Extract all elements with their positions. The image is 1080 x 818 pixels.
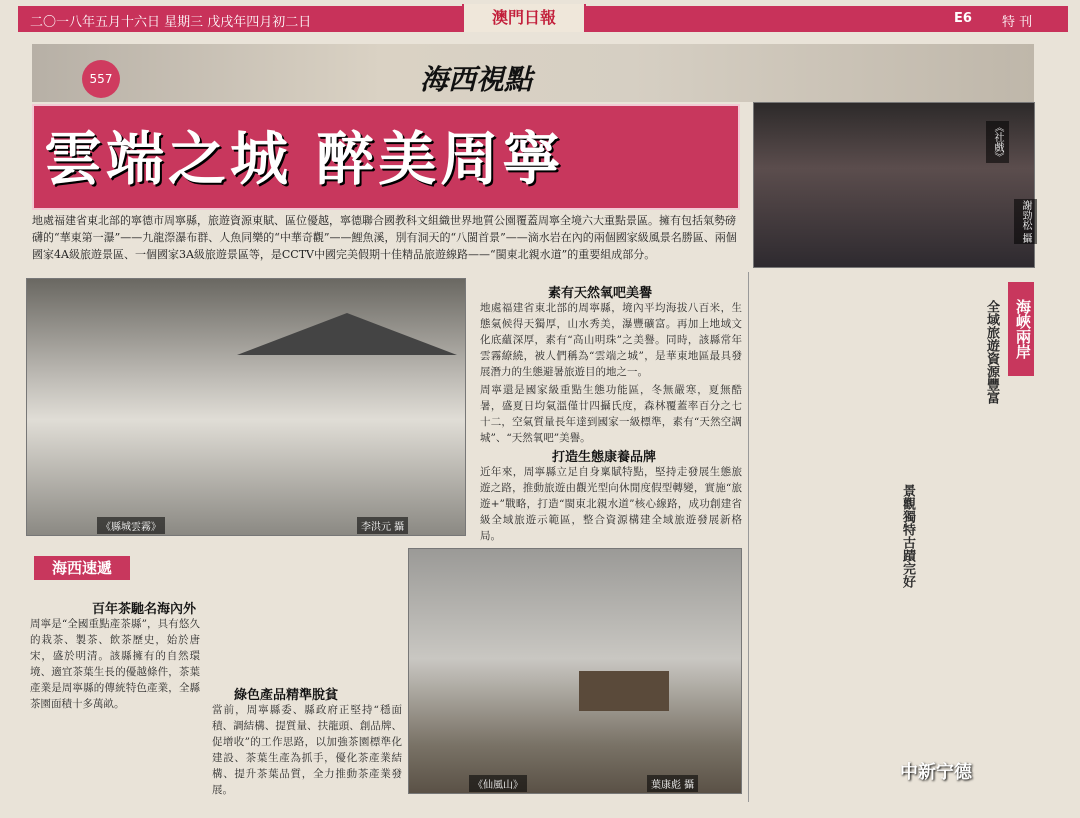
section-banner — [32, 44, 1034, 102]
cloud-city-photo — [26, 278, 466, 536]
watermark: 中新宁德 — [900, 762, 972, 783]
opera-caption-top: 《社戲》 — [986, 121, 1009, 163]
oxygen-text-2: 周寧還是國家級重點生態功能區，冬無嚴寒，夏無酷暑，盛夏日均氣溫僅廿四攝氏度，森林覆蓋率百分之七十二，空氣質量長年達到國家一級標準，素有“天然空調城”、“天然氧吧”美譽。 — [480, 384, 742, 444]
issue-badge: 557 — [82, 60, 120, 98]
cloud-city-credit: 李洪元 攝 — [357, 517, 408, 534]
intro-paragraph: 地處福建省東北部的寧德市周寧縣，旅遊資源東賦、區位優越，寧德聯合國教科文組織世界地質公園覆蓋周寧全境六大重點景區。擁有包括氣勢磅礴的“華東第一瀑”——九龍漈瀑布群、人魚同樂的“中華奇觀”——鯉魚溪，別有洞天的“八閩首景”——滴水岩在內的兩個國家級風景名勝區、兩個國家4A級旅遊景區、一個國家3A級旅遊景區等，是CCTV中國完美假期十佳精品旅遊線路——“閩東北親水道”的重要組成部分。 — [32, 214, 737, 261]
brand-text: 近年來，周寧縣立足自身稟賦特點，堅持走發展生態旅遊之路，推動旅遊由觀光型向休閒度假型轉變，實施“旅遊+”戰略，打造“閩東北親水道”核心線路，成功創建省級全域旅遊示範區，整合資源構建全域旅遊發展新格局。 — [480, 466, 742, 542]
page-number: E6 — [954, 11, 972, 26]
temple-shape — [579, 671, 669, 711]
banner-title: 海西視點 — [420, 63, 533, 96]
mountain-shape — [237, 313, 457, 355]
column-divider — [748, 272, 749, 802]
right-title: 全域旅遊資源豐富 — [984, 300, 999, 404]
temple-photo — [408, 548, 742, 794]
opera-photo — [753, 102, 1035, 268]
oxygen-text: 地處福建省東北部的周寧縣，境內平均海拔八百米，生態氣候得天獨厚，山水秀美，瀑豐礦富。再加上地域文化底蘊深厚，素有“高山明珠”之美譽。同時，該縣常年雲霧繚繞，被人們稱為“雲端之城”，是華東地區最具發展潛力的生態避暑旅遊目的地之一。 — [480, 302, 742, 378]
issue-date: 二〇一八年五月十六日 星期三 戊戌年四月初二日 — [30, 15, 312, 30]
opera-caption-bottom: 謝勁松 攝 — [1014, 199, 1037, 244]
cloud-city-caption: 《縣城雲霧》 — [97, 517, 165, 534]
section-label: 特 刊 — [1002, 15, 1033, 30]
headline: 雲端之城 醉美周寧 — [44, 125, 565, 193]
temple-caption: 《仙風山》 — [469, 775, 527, 792]
masthead: 澳門日報 — [462, 4, 586, 32]
right-title-2: 景觀獨特古蹟完好 — [900, 484, 915, 588]
right-column-text — [760, 280, 970, 480]
tea-text: 周寧是“全國重點產茶縣”，具有悠久的栽茶、製茶、飲茶歷史，始於唐宋，盛於明清。該縣擁有的自然環境、適宜茶葉生長的優越條件，茶葉產業是周寧縣的傳統特色產業，全縣茶園面積十多萬畝。 — [30, 618, 200, 710]
green-title: 綠色產品精準脫貧 — [234, 688, 339, 703]
tea-title: 百年茶馳名海內外 — [92, 602, 197, 617]
brand-title: 打造生態康養品牌 — [552, 450, 657, 465]
oxygen-title: 素有天然氧吧美譽 — [548, 286, 653, 301]
right-section-tag: 海峽兩岸 — [1008, 282, 1034, 376]
left-section-tag: 海西速遞 — [34, 556, 130, 580]
green-text: 當前，周寧縣委、縣政府正堅持“穩面積、調結構、提質量、扶龍頭、創品牌、促增收”的工作思路，以加強茶園標準化建設、茶葉生產為抓手，優化茶產業結構、提升茶葉品質，全力推動茶產業發展。 — [212, 704, 402, 796]
temple-credit: 葉康彪 攝 — [647, 775, 698, 792]
